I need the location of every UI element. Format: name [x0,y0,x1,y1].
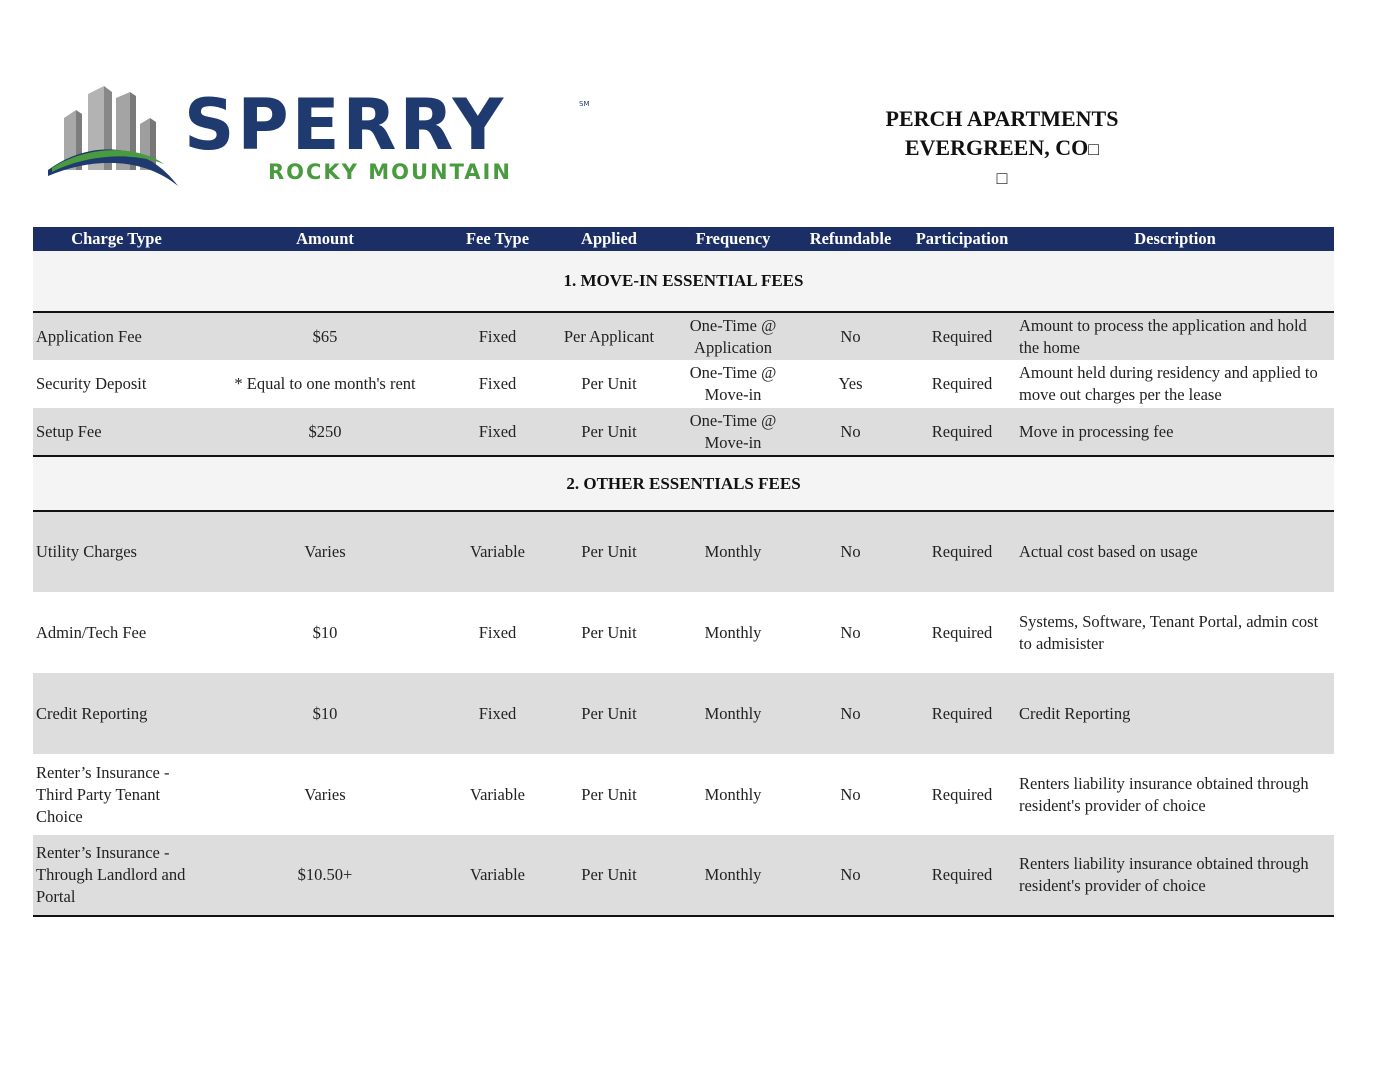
participation-cell: Required [908,592,1016,673]
refundable-cell: No [793,673,908,754]
column-header-participation: Participation [908,227,1016,251]
column-header-frequency: Frequency [673,227,793,251]
amount-cell: $250 [200,408,450,456]
fee-type-cell: Fixed [450,312,545,360]
amount-cell: $65 [200,312,450,360]
fee-type-cell: Fixed [450,408,545,456]
charge-type-cell: Setup Fee [33,408,200,456]
charge-type-cell: Utility Charges [33,511,200,592]
refundable-cell: No [793,511,908,592]
refundable-cell: No [793,835,908,916]
frequency-cell: Monthly [673,835,793,916]
frequency-cell: Monthly [673,754,793,835]
table-row [33,360,1334,408]
amount-cell: Varies [200,754,450,835]
refundable-cell: No [793,408,908,456]
participation-cell: Required [908,835,1016,916]
fee-type-cell: Variable [450,835,545,916]
description-cell: Credit Reporting [1016,673,1334,754]
charge-type-cell: Renter’s Insurance - Third Party Tenant Choice [33,754,200,835]
building-skyline-icon [46,84,186,196]
participation-cell: Required [908,673,1016,754]
property-location [840,133,1164,164]
description-cell: Renters liability insurance obtained through resident's provider of choice [1016,754,1334,835]
fee-type-cell: Variable [450,754,545,835]
property-location-text: EVERGREEN, CO [904,135,1089,160]
applied-cell: Per Unit [545,408,673,456]
section-row [33,456,1334,511]
frequency-cell: One-Time @ Move-in [673,408,793,456]
refundable-cell: Yes [793,360,908,408]
amount-cell: $10.50+ [200,835,450,916]
sperry-logo [46,84,606,196]
amount-cell: Varies [200,511,450,592]
fee-type-cell: Fixed [450,360,545,408]
frequency-cell: Monthly [673,511,793,592]
logo-subtitle: ROCKY MOUNTAIN [268,160,512,184]
refundable-cell: No [793,312,908,360]
participation-cell: Required [908,754,1016,835]
refundable-cell: No [793,592,908,673]
participation-cell: Required [908,312,1016,360]
description-cell: Renters liability insurance obtained through resident's provider of choice [1016,835,1334,916]
fees-table [33,227,1334,917]
placeholder-glyph: □ [1088,139,1100,159]
table-row [33,673,1334,754]
fee-type-cell: Variable [450,511,545,592]
applied-cell: Per Unit [545,754,673,835]
refundable-cell: No [793,754,908,835]
applied-cell: Per Applicant [545,312,673,360]
column-header-amount: Amount [200,227,450,251]
table-row [33,592,1334,673]
section-title: 1. MOVE-IN ESSENTIAL FEES [33,251,1334,312]
applied-cell: Per Unit [545,592,673,673]
charge-type-cell: Admin/Tech Fee [33,592,200,673]
section-row [33,251,1334,312]
description-cell: Systems, Software, Tenant Portal, admin cost to admisister [1016,592,1334,673]
description-cell: Actual cost based on usage [1016,511,1334,592]
table-row [33,754,1334,835]
frequency-cell: One-Time @ Move-in [673,360,793,408]
frequency-cell: Monthly [673,592,793,673]
table-row [33,511,1334,592]
participation-cell: Required [908,511,1016,592]
applied-cell: Per Unit [545,835,673,916]
amount-cell: $10 [200,592,450,673]
amount-cell: $10 [200,673,450,754]
column-header-refundable: Refundable [793,227,908,251]
property-header [840,104,1164,193]
charge-type-cell: Credit Reporting [33,673,200,754]
table-row [33,835,1334,916]
applied-cell: Per Unit [545,511,673,592]
charge-type-cell: Application Fee [33,312,200,360]
fee-type-cell: Fixed [450,592,545,673]
property-name: PERCH APARTMENTS [885,106,1119,131]
column-header-fee-type: Fee Type [450,227,545,251]
column-header-description: Description [1016,227,1334,251]
applied-cell: Per Unit [545,673,673,754]
applied-cell: Per Unit [545,360,673,408]
charge-type-cell: Renter’s Insurance - Through Landlord and Portal [33,835,200,916]
description-cell: Amount to process the application and hold the home [1016,312,1334,360]
frequency-cell: Monthly [673,673,793,754]
fee-type-cell: Fixed [450,673,545,754]
participation-cell: Required [908,360,1016,408]
table-row [33,408,1334,456]
table-header-row [33,227,1334,251]
description-cell: Move in processing fee [1016,408,1334,456]
column-header-charge-type: Charge Type [33,227,200,251]
participation-cell: Required [908,408,1016,456]
placeholder-glyph: □ [996,168,1008,188]
logo-wordmark: SPERRY [184,84,507,166]
section-title: 2. OTHER ESSENTIALS FEES [33,456,1334,511]
amount-cell: * Equal to one month's rent [200,360,450,408]
column-header-applied: Applied [545,227,673,251]
logo-service-mark: SM [579,100,590,108]
frequency-cell: One-Time @ Application [673,312,793,360]
charge-type-cell: Security Deposit [33,360,200,408]
table-row [33,312,1334,360]
description-cell: Amount held during residency and applied to move out charges per the lease [1016,360,1334,408]
